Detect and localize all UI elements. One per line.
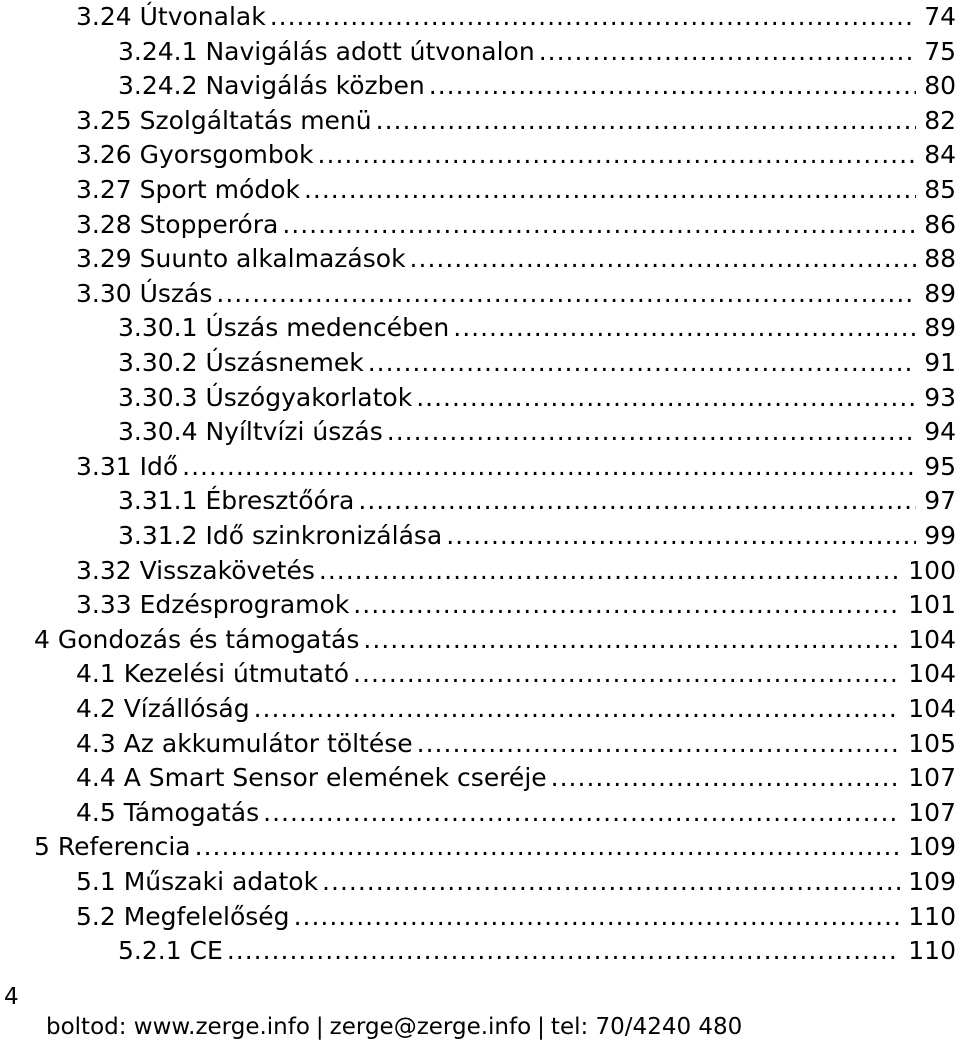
toc-entry[interactable] (76, 0, 956, 34)
toc-leader-dots (410, 242, 917, 276)
toc-entry[interactable] (34, 623, 956, 657)
toc-entry[interactable] (118, 311, 956, 345)
toc-leader-dots (363, 623, 900, 657)
toc-entry-title: 4.4 A Smart Sensor elemének cseréje (76, 763, 547, 793)
toc-entry-title: 3.31 Idő (76, 451, 179, 481)
toc-entry-page: 84 (924, 140, 956, 170)
toc-leader-dots (539, 35, 917, 69)
toc-entry-page: 89 (924, 313, 956, 343)
footer-email-link[interactable]: zerge@zerge.info (329, 1014, 532, 1040)
toc-leader-dots (216, 277, 916, 311)
toc-entry-page: 89 (924, 278, 956, 308)
page-number: 4 (4, 984, 19, 1010)
toc-entry-title: 3.31.2 Idő szinkronizálása (118, 521, 443, 550)
toc-entry[interactable] (76, 657, 956, 691)
toc-leader-dots (182, 450, 916, 484)
toc-entry-title: 3.24.1 Navigálás adott útvonalon (118, 36, 535, 66)
toc-leader-dots (368, 346, 916, 380)
toc-entry[interactable] (76, 796, 956, 830)
toc-entry[interactable] (76, 208, 956, 242)
toc-entry[interactable] (76, 588, 956, 622)
toc-entry[interactable] (34, 830, 956, 864)
toc-entry[interactable] (118, 381, 956, 415)
toc-entry-title: 3.26 Gyorsgombok (76, 140, 314, 170)
toc-entry-title: 4.3 Az akkumulátor töltése (76, 728, 413, 758)
toc-entry-title: 5.1 Műszaki adatok (76, 867, 319, 896)
toc-entry-page: 93 (924, 382, 956, 412)
toc-entry-title: 3.30.1 Úszás medencében (118, 313, 450, 343)
toc-entry[interactable] (76, 727, 956, 761)
toc-entry-title: 3.27 Sport módok (76, 175, 300, 204)
toc-entry-page: 104 (908, 659, 956, 689)
toc-entry[interactable] (118, 35, 956, 69)
toc-entry[interactable] (76, 138, 956, 172)
toc-entry-page: 97 (924, 486, 956, 516)
toc-entry-page: 109 (908, 832, 956, 862)
toc-leader-dots (227, 934, 900, 968)
toc-entry[interactable] (76, 554, 956, 588)
toc-entry-title: 3.30.2 Úszásnemek (118, 348, 364, 377)
toc-entry-title: 5.2 Megfelelőség (76, 901, 290, 931)
toc-leader-dots (322, 865, 900, 899)
toc-entry[interactable] (76, 692, 956, 726)
toc-entry-title: 3.32 Visszakövetés (76, 555, 315, 585)
footer (46, 1012, 742, 1042)
toc-entry[interactable] (76, 242, 956, 276)
toc-entry-title: 3.25 Szolgáltatás menü (76, 105, 372, 135)
toc-entry-page: 99 (924, 521, 956, 550)
toc-leader-dots (304, 173, 916, 207)
toc-entry-title: 4.2 Vízállóság (76, 694, 250, 723)
toc-entry-title: 3.30 Úszás (76, 278, 213, 308)
toc-entry-page: 104 (908, 694, 956, 723)
toc-entry[interactable] (76, 450, 956, 484)
toc-entry-title: 3.33 Edzésprogramok (76, 590, 350, 620)
toc-leader-dots (446, 519, 916, 553)
toc-entry-page: 74 (924, 2, 956, 31)
footer-shop-link[interactable]: boltod: www.zerge.info (46, 1014, 310, 1040)
toc-entry[interactable] (118, 415, 956, 449)
toc-leader-dots (270, 0, 916, 34)
toc-leader-dots (294, 900, 901, 934)
toc-entry[interactable] (118, 519, 956, 553)
toc-entry-page: 86 (924, 209, 956, 239)
toc-leader-dots (358, 484, 916, 518)
toc-entry-page: 88 (924, 244, 956, 274)
toc-entry[interactable] (76, 900, 956, 934)
toc-entry[interactable] (118, 934, 956, 968)
toc-entry-page: 110 (908, 936, 956, 966)
footer-separator: | (537, 1014, 545, 1040)
toc-entry-page: 105 (908, 728, 956, 758)
toc-entry[interactable] (76, 865, 956, 899)
toc-leader-dots (353, 657, 900, 691)
toc-entry-title: 3.29 Suunto alkalmazások (76, 244, 406, 274)
toc-entry-title: 5.2.1 CE (118, 936, 223, 966)
toc-entry-page: 107 (908, 763, 956, 793)
toc-entry-page: 95 (924, 451, 956, 481)
toc-entry-title: 3.24.2 Navigálás közben (118, 71, 425, 101)
toc-entry[interactable] (118, 484, 956, 518)
toc-leader-dots (453, 311, 916, 345)
toc-entry-page: 94 (924, 417, 956, 447)
toc-entry[interactable] (76, 277, 956, 311)
toc-entry-page: 80 (924, 71, 956, 101)
toc-leader-dots (195, 830, 901, 864)
toc-leader-dots (416, 381, 916, 415)
toc-entry-title: 3.24 Útvonalak (76, 2, 266, 31)
toc-leader-dots (551, 761, 901, 795)
toc-entry-title: 5 Referencia (34, 832, 191, 862)
toc-entry-title: 4.1 Kezelési útmutató (76, 659, 350, 689)
footer-phone: tel: 70/4240 480 (550, 1014, 743, 1040)
toc-entry-page: 110 (908, 901, 956, 931)
toc-leader-dots (417, 727, 901, 761)
toc-entry-page: 109 (908, 867, 956, 896)
toc-entry[interactable] (76, 173, 956, 207)
toc-entry-page: 91 (924, 348, 956, 377)
toc-leader-dots (318, 138, 917, 172)
toc-entry[interactable] (118, 69, 956, 103)
toc-leader-dots (429, 69, 916, 103)
toc-entry-title: 3.30.4 Nyíltvízi úszás (118, 417, 383, 447)
toc-leader-dots (387, 415, 916, 449)
toc-entry-title: 4.5 Támogatás (76, 797, 260, 827)
toc-leader-dots (254, 692, 901, 726)
toc-entry-title: 4 Gondozás és támogatás (34, 624, 360, 654)
toc-leader-dots (282, 208, 916, 242)
toc-entry-page: 100 (908, 555, 956, 585)
toc-leader-dots (319, 554, 900, 588)
toc-entry[interactable] (76, 104, 956, 138)
toc-entry-page: 107 (908, 797, 956, 827)
toc-entry-title: 3.31.1 Ébresztőóra (118, 486, 355, 516)
footer-separator: | (315, 1014, 324, 1040)
toc-entry-page: 82 (924, 105, 956, 135)
toc-entry-page: 85 (924, 175, 956, 204)
toc-leader-dots (263, 796, 900, 830)
toc-entry-page: 101 (908, 590, 956, 620)
toc-entry[interactable] (76, 761, 956, 795)
toc-entry-page: 75 (924, 36, 956, 66)
toc-entry-title: 3.30.3 Úszógyakorlatok (118, 382, 413, 412)
toc-leader-dots (353, 588, 900, 622)
toc-entry[interactable] (118, 346, 956, 380)
toc-leader-dots (376, 104, 917, 138)
toc-entry-title: 3.28 Stopperóra (76, 209, 279, 239)
toc-entry-page: 104 (908, 624, 956, 654)
